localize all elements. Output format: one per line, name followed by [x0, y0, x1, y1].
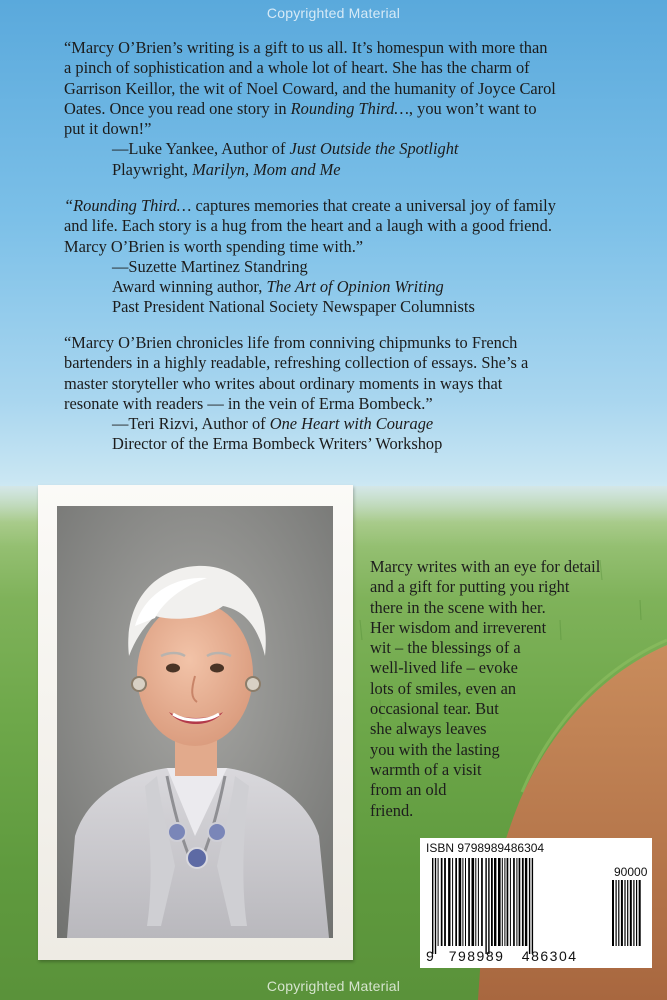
- barcode-bar: [519, 858, 521, 946]
- attribution: —Suzette Martinez Standring: [112, 256, 308, 276]
- blurb-line: put it down!”: [64, 119, 152, 139]
- barcode-digit-group: 798989: [448, 948, 505, 964]
- blurb-line: “Marcy O’Brien chronicles life from conniving chipmunks to French: [64, 333, 518, 352]
- price-code: 90000: [614, 865, 648, 879]
- blurb-line: a pinch of sophistication and a whole lot of heart. She has the charm of: [64, 58, 530, 78]
- attribution-title: The Art of Opinion Writing: [266, 277, 444, 297]
- barcode-bar: [612, 880, 614, 946]
- barcode-bar: [494, 858, 496, 946]
- attribution-title: Marilyn, Mom and Me: [192, 159, 341, 179]
- bio-line: Her wisdom and irreverent: [370, 617, 547, 637]
- bio-line: you with the lasting: [370, 739, 500, 759]
- blurb-line: bartenders in a highly readable, refreshing collection of essays. She’s a: [64, 353, 529, 373]
- attribution-text: Award winning author,: [112, 277, 267, 297]
- barcode-bar: [616, 880, 617, 946]
- bio-line: wit – the blessings of a: [370, 638, 521, 658]
- barcode-bar: [432, 858, 433, 954]
- blurb-line: Marcy O’Brien is worth spending time with.”: [64, 236, 364, 256]
- blurb-line: and life. Each story is a hug from the heart and a laugh with a good friend.: [64, 216, 552, 236]
- attribution: [112, 160, 654, 180]
- bio-line: she always leaves: [370, 719, 487, 739]
- bio-line: lots of smiles, even an: [370, 678, 517, 698]
- barcode-bar: [444, 858, 446, 946]
- bio-line: well-lived life – evoke: [370, 658, 518, 678]
- barcode-bar: [452, 858, 453, 946]
- barcode-lead-digit: 9: [426, 948, 436, 964]
- barcode-bar: [516, 858, 517, 946]
- barcode-digit-group: 486304: [521, 948, 578, 964]
- blurb-luke-yankee: [64, 38, 654, 180]
- blurb-text: Oates. Once you read one story in: [64, 98, 291, 118]
- barcode-bar: [504, 858, 505, 946]
- barcode-bar: [435, 858, 436, 954]
- bio-line: friend.: [370, 800, 414, 820]
- barcode-bar: [468, 858, 470, 946]
- author-photo: [57, 506, 333, 938]
- barcode-bar: [636, 880, 637, 946]
- isbn-label: ISBN 9798989486304: [426, 841, 545, 855]
- attribution: [112, 414, 654, 434]
- barcode-digits: [426, 948, 578, 964]
- barcode-bar: [502, 858, 503, 946]
- barcode-bar: [529, 858, 530, 954]
- barcode-bar: [507, 858, 509, 946]
- barcode-bar: [618, 880, 619, 946]
- author-bio: [370, 557, 660, 821]
- blurb-line: [64, 99, 654, 119]
- blurb-text: , you won’t want to: [408, 98, 537, 118]
- bio-line: there in the scene with her.: [370, 597, 546, 617]
- barcode-bar: [485, 858, 486, 954]
- barcode-bar: [633, 880, 634, 946]
- attribution: [112, 139, 654, 159]
- blurb-line: [64, 196, 654, 216]
- attribution: Director of the Erma Bombeck Writers’ Workshop: [112, 434, 443, 454]
- barcode-bar: [630, 880, 632, 946]
- book-title: Rounding Third…: [290, 98, 409, 118]
- barcode-bar: [624, 880, 625, 946]
- blurb-line: resonate with readers — in the vein of Erma Bombeck.”: [64, 393, 433, 413]
- bio-line: occasional tear. But: [370, 699, 499, 719]
- barcode-bar: [459, 858, 462, 946]
- barcode-bar: [510, 858, 511, 946]
- attribution-text: —Teri Rizvi, Author of: [112, 414, 270, 434]
- attribution-title: One Heart with Courage: [269, 414, 434, 434]
- barcode-bar: [438, 858, 439, 946]
- copyright-watermark-top: Copyrighted Material: [266, 5, 401, 21]
- barcode-bar: [462, 858, 463, 946]
- blurb-line: “Marcy O’Brien’s writing is a gift to us all. It’s homespun with more than: [64, 38, 548, 57]
- book-title: “Rounding Third…: [64, 196, 192, 215]
- barcode-bar: [491, 858, 493, 946]
- copyright-watermark-bottom: Copyrighted Material: [266, 978, 401, 994]
- barcode-bar: [532, 858, 533, 954]
- attribution-text: —Luke Yankee, Author of: [112, 139, 290, 159]
- barcode-bar: [441, 858, 443, 946]
- blurb-text: captures memories that create a universal joy of family: [191, 196, 556, 215]
- bio-line: from an old: [370, 780, 447, 800]
- attribution-text: Playwright,: [112, 159, 193, 179]
- barcode-bar: [513, 858, 515, 946]
- barcode-bar: [475, 858, 476, 946]
- isbn-barcode: [420, 838, 652, 968]
- bio-line: Marcy writes with an eye for detail: [370, 557, 601, 576]
- bio-line: and a gift for putting you right: [370, 577, 570, 597]
- barcode-bar: [639, 880, 641, 946]
- attribution: [112, 277, 654, 297]
- barcode-bar: [465, 858, 466, 946]
- barcode-bar: [621, 880, 623, 946]
- barcode-bar: [455, 858, 457, 946]
- author-portrait-illustration: [57, 506, 333, 938]
- barcode-bar: [498, 858, 501, 946]
- blurb-teri-rizvi: [64, 333, 654, 455]
- blurb-line: Garrison Keillor, the wit of Noel Coward, and the humanity of Joyce Carol: [64, 78, 556, 98]
- attribution: Past President National Society Newspaper Columnists: [112, 297, 475, 317]
- barcode-bar: [472, 858, 475, 946]
- blurb-line: master storyteller who writes about ordinary moments in ways that: [64, 373, 503, 393]
- barcode-bar: [525, 858, 527, 946]
- attribution-title: Just Outside the Spotlight: [289, 139, 459, 159]
- barcode-bar: [448, 858, 450, 946]
- barcode-bar: [522, 858, 524, 946]
- barcode-bar: [488, 858, 489, 954]
- barcode-bar: [481, 858, 483, 946]
- bio-line: warmth of a visit: [370, 759, 482, 779]
- barcode-bar: [627, 880, 628, 946]
- blurb-suzette-standring: [64, 196, 654, 318]
- author-photo-frame: [38, 485, 353, 960]
- barcode-bar: [478, 858, 479, 946]
